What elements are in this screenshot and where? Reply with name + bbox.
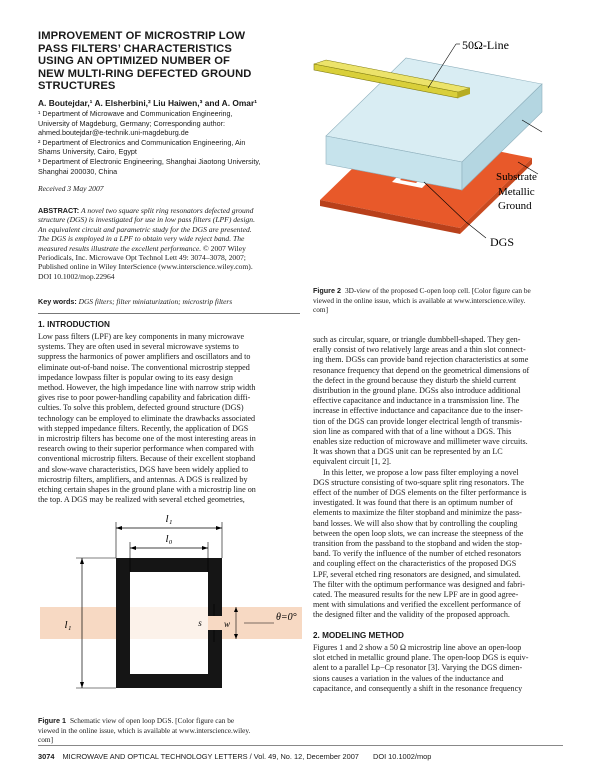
- caption-line: 3D-view of the proposed C-open loop cell. [Color figure can be: [344, 286, 531, 295]
- leader-line: [466, 222, 486, 238]
- caption-line: viewed in the online issue, which is available at www.interscience.wiley.: [313, 295, 526, 305]
- body-line: DGS structure consisting of two-square split ring resonators. The: [313, 477, 524, 487]
- author-list: A. Boutejdar,¹ A. Elsherbini,² Liu Haiwen,³ and A. Omar¹: [38, 98, 258, 108]
- body-line: and slow-wave characteristics, DGS have been widely applied to: [38, 464, 249, 474]
- label-dgs: DGS: [490, 235, 515, 249]
- abstract-line: Published online in Wiley InterScience (www.interscience.wiley.com).: [38, 262, 253, 272]
- body-line: distribution in the ground plane. DGSs also introduce additional: [313, 386, 521, 396]
- abstract: [38, 206, 300, 281]
- label-w: w: [223, 619, 230, 629]
- figure-2-3d-view: [310, 32, 562, 282]
- body-line: enables size reduction of microwave and millimeter wave circuits.: [313, 437, 528, 447]
- body-line: and coupling effect on the characteristics of the proposed DGS: [313, 559, 517, 569]
- paper-title: [38, 30, 298, 93]
- label-l1-top: l₁: [165, 513, 173, 525]
- body-line: LPF, several etched ring resonators are designed, and simulated.: [313, 569, 521, 579]
- affiliation-line: Shams University, Cairo, Egypt: [38, 147, 137, 157]
- keywords-text: DGS filters; filter miniaturization; microstrip filters: [78, 297, 233, 306]
- figure-2-caption: [313, 286, 563, 315]
- affiliation-line: ² Department of Electronics and Communication Engineering, Ain: [38, 137, 246, 147]
- affiliations: [38, 109, 300, 176]
- title-line: NEW MULTI-RING DEFECTED GROUND: [38, 67, 252, 80]
- body-line: tion of the DGS can provide longer electrical length of transmis-: [313, 416, 523, 426]
- body-line: alent to a parallel Lp−Cp resonator [3]. Varying the DGS dimen-: [313, 663, 523, 673]
- abstract-copyright: © 2007 Wiley: [203, 243, 246, 253]
- abstract-line: structure (DGS) is investigated for use in low pass filters (LPF) design.: [38, 215, 255, 225]
- body-line: etching certain shapes in the ground plane with a microstrip line on: [38, 485, 256, 495]
- body-line: gives rise to poor power-handling capability and fabrication diffi-: [38, 393, 251, 403]
- abstract-line: measured results illustrate the excellent performance.: [38, 243, 202, 253]
- body-line: band losses. We will also show that by controlling the coupling: [313, 518, 518, 528]
- page-number: 3074: [38, 752, 55, 761]
- body-line: elements to maximize the filter stopband and minimize the pass-: [313, 508, 522, 518]
- body-line: capacitance, and consequently a shift in the resonance frequency: [313, 683, 523, 693]
- arrow-head: [116, 526, 122, 530]
- affiliation-line: ³ Department of Electronic Engineering, Shanghai Jiaotong University,: [38, 156, 261, 166]
- label-substrate: Substrate: [496, 171, 537, 183]
- body-line: effective capacitance and inductance in a transmission line. The: [313, 396, 520, 406]
- title-line: STRUCTURES: [38, 80, 116, 93]
- body-line: eliminate out-of-band noise. The conventional microstrip stepped: [38, 362, 250, 372]
- label-theta: θ=0°: [276, 612, 297, 623]
- body-line: conventional microstrip filters. Because of their excellent stopband: [38, 454, 256, 464]
- dgs-gap: [208, 616, 222, 630]
- body-line: erally consist of two relatively large areas and a thin slot connect-: [313, 345, 526, 355]
- caption-line: com]: [38, 735, 53, 745]
- arrow-head: [80, 682, 84, 688]
- section-heading-introduction: 1. INTRODUCTION: [38, 320, 110, 329]
- affiliation-line: Shanghai 200030, China: [38, 166, 118, 176]
- body-line: in microstrip filters has become one of the most interesting areas in: [38, 434, 256, 444]
- divider: [38, 313, 300, 314]
- body-line: with stepped impedance filters. Recently, the application of DGS: [38, 423, 249, 433]
- body-line: effect of the number of DGS elements on the filter performance is: [313, 488, 527, 498]
- intro-left-column: [38, 332, 300, 505]
- body-line: microstrip filters, amplifiers, and antennas. A DGS is realized by: [38, 474, 248, 484]
- keywords: [38, 297, 300, 306]
- abstract-line: The DGS is employed in a LPF to obtain very wide reject band. The: [38, 234, 245, 244]
- label-metallic: Metallic: [498, 186, 535, 198]
- body-line: technology can be employed to eliminate the drawbacks associated: [38, 413, 256, 423]
- label-ground: Ground: [498, 200, 532, 212]
- body-line: The filter with the optimum performance was designed and fabri-: [313, 579, 525, 589]
- title-line: USING AN OPTIMIZED NUMBER OF: [38, 55, 230, 68]
- abstract-doi: DOI 10.1002/mop.22964: [38, 271, 115, 281]
- arrow-head: [202, 546, 208, 550]
- body-line: sions causes a variation in the values of the inductance and: [313, 673, 504, 683]
- label-l0: l₀: [165, 533, 173, 545]
- caption-line: com]: [313, 305, 328, 315]
- page-footer: [38, 752, 563, 761]
- body-line: increase in effective inductance and capacitance due to the inser-: [313, 406, 523, 416]
- body-line: resonance frequency that depend on the geometrical dimensions of: [313, 365, 530, 375]
- affiliation-line: University of Magdeburg, Germany; Corresponding author:: [38, 118, 225, 128]
- body-line: the designed filter and the validity of the proposed approach.: [313, 610, 510, 620]
- body-line: slot etched in metallic ground plane. The open-loop DGS is equiv-: [313, 653, 529, 663]
- body-line: ment with simulations and verified the excellent performance of: [313, 600, 521, 610]
- body-line: cated. The measured results for the new LPF are in good agree-: [313, 590, 519, 600]
- body-line: investigated. It was found that there is an optimum number of: [313, 498, 513, 508]
- body-line: In this letter, we propose a low pass filter employing a novel: [323, 467, 519, 477]
- body-line: band. To verify the influence of the number of etched resonators: [313, 549, 522, 559]
- body-line: such as circular, square, or triangle dumbbell-shaped. They gen-: [313, 335, 521, 344]
- caption-line: viewed in the online issue, which is available at www.interscience.wiley.: [38, 725, 251, 735]
- title-line: PASS FILTERS’ CHARACTERISTICS: [38, 42, 232, 55]
- arrow-head: [216, 526, 222, 530]
- label-l1-left: l₁: [64, 619, 72, 631]
- body-line: Low pass filters (LPF) are key components in many microwave: [38, 332, 245, 341]
- section-heading-modeling: 2. MODELING METHOD: [313, 631, 404, 640]
- body-line: impedance lowpass filter is popular owing to its easy design: [38, 372, 233, 382]
- body-line: the defect in the ground because they disturb the shield current: [313, 375, 517, 385]
- received-date: Received 3 May 2007: [38, 184, 104, 193]
- title-line: IMPROVEMENT OF MICROSTRIP LOW: [38, 30, 246, 42]
- body-line: between the open loop slots, we can increase the steepness of the: [313, 528, 524, 538]
- footer-rule: [38, 745, 563, 746]
- figure-1-label: Figure 1: [38, 716, 66, 725]
- band-overlay: [130, 607, 208, 639]
- figure-1-schematic: [40, 508, 302, 718]
- body-line: the top. A DGS may be realized with several etched geometries,: [38, 495, 245, 505]
- intro-right-column: [313, 335, 563, 621]
- body-line: culties. To solve this problem, defected ground structure (DGS): [38, 403, 244, 413]
- body-line: ing them. DGSs can provide band rejection characteristics at some: [313, 355, 529, 365]
- body-line: systems. They are often used in several microwave systems to: [38, 342, 239, 352]
- label-50ohm-line: 50Ω-Line: [462, 38, 509, 52]
- body-line: equivalent circuit [1, 2].: [313, 457, 391, 467]
- journal-info: MICROWAVE AND OPTICAL TECHNOLOGY LETTERS / Vol. 49, No. 12, December 2007: [62, 752, 359, 761]
- body-line: method. However, the high impedance line with narrow strip width: [38, 383, 256, 393]
- figure-2-label: Figure 2: [313, 286, 341, 295]
- abstract-lead: ABSTRACT:: [38, 206, 80, 215]
- body-line: transition from the passband to the stopband and widen the stop-: [313, 539, 523, 549]
- body-line: suppress the harmonics of power amplifiers and oscillators and to: [38, 352, 251, 362]
- footer-doi: DOI 10.1002/mop: [372, 752, 432, 761]
- body-line: sion line as compared with that of a line without a DGS. This: [313, 426, 512, 436]
- arrow-head: [80, 558, 84, 564]
- label-s: s: [198, 618, 202, 628]
- caption-line: Schematic view of open loop DGS. [Color figure can be: [69, 716, 235, 725]
- body-line: research owing to their superior performance when compared with: [38, 444, 254, 454]
- figure-1-caption: [38, 716, 300, 745]
- arrow-head: [130, 546, 136, 550]
- affiliation-email: ahmed.boutejdar@e-technik.uni-magdeburg.de: [38, 128, 189, 138]
- body-line: It was shown that a DGS unit can be represented by an LC: [313, 447, 503, 457]
- abstract-line: Periodicals, Inc. Microwave Opt Technol Lett 49: 3074–3078, 2007;: [38, 253, 246, 263]
- abstract-line: A novel two square split ring resonators defected ground: [81, 206, 254, 215]
- abstract-line: An equivalent circuit and parametric study for the DGS are presented.: [38, 224, 252, 234]
- modeling-column: [313, 643, 563, 694]
- affiliation-line: ¹ Department of Microwave and Communication Engineering,: [38, 109, 233, 118]
- keywords-label: Key words:: [38, 297, 77, 306]
- body-line: Figures 1 and 2 show a 50 Ω microstrip line above an open-loop: [313, 643, 522, 652]
